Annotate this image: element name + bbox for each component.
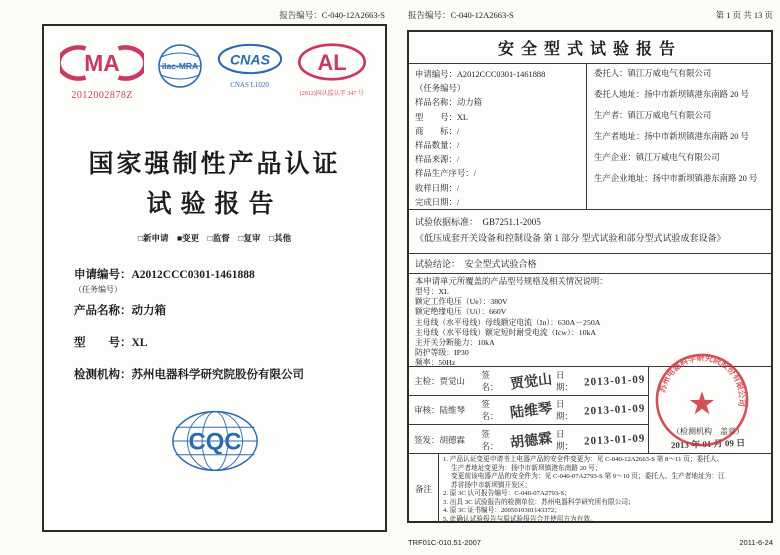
svg-text:AL: AL	[317, 50, 347, 76]
cnas-logo	[217, 42, 283, 89]
red-seal-icon	[653, 351, 751, 449]
date-label: 日期：	[556, 399, 574, 421]
sample-info-cell	[409, 64, 587, 209]
sample-info-line: 样品数量：/	[415, 141, 460, 151]
sample-info-line: 样品名称：动力箱	[415, 98, 482, 108]
al-logo	[295, 42, 369, 97]
remark-line: 3. 出具 3C 试验报告的检测单位：苏州电器科学研究所有限公司；	[443, 498, 635, 506]
client-info-line: 委托人：镇江万威电气有限公司	[594, 69, 712, 78]
report-table	[407, 30, 773, 523]
spec-line: 额定绝缘电压（Ui）：660V	[415, 307, 507, 317]
signature-row-chief	[409, 367, 648, 396]
sample-info-line: 型 号：XL	[415, 112, 469, 122]
signer-role: 主检：贾觉山	[414, 376, 466, 386]
remark-line: 1. 产品认证变更申请书上电器产品的安全件变更为：见 C-040-12A2663-S 第 8～11 页；委托人、	[443, 456, 724, 463]
remarks-label: 备注	[409, 454, 439, 523]
form-template-number: TRF01C-010.51-2007	[408, 538, 481, 547]
signer-role: 签发：胡德霖	[414, 434, 466, 445]
client-info-line: 委托人地址：扬中市新坝镇港东南路 20 号	[594, 90, 749, 99]
handwritten-signature: 胡德霖	[509, 430, 553, 451]
remark-line: 变更前该电器产品的安全件为：见 C-040-07A2793-S 第 9～10 页；委托人、生产者地址为：江	[451, 473, 725, 480]
signer-role: 审核：陆维琴	[414, 405, 466, 415]
handwritten-signature: 贾觉山	[509, 372, 553, 393]
certification-title-line1: 国家强制性产品认证	[88, 151, 341, 178]
standard-name: 《低压成套开关设备和控制设备 第 1 部分 型式试验和部分型式试验成套设备》	[415, 233, 726, 243]
sample-info-line: 完成日期：/	[415, 197, 460, 207]
client-info-line: 生产者：镇江万威电气有限公司	[594, 111, 712, 120]
al-mark-icon	[295, 42, 369, 82]
field-task-number: （任务编号）	[74, 285, 122, 294]
spec-line: 防护等级：IP30	[415, 348, 469, 358]
remarks-section	[409, 454, 771, 523]
svg-text:MA: MA	[84, 50, 120, 77]
left-page-border	[42, 24, 387, 532]
cqc-globe-icon	[169, 408, 261, 474]
ilac-mra-logo	[156, 42, 204, 95]
svg-text:CNAS: CNAS	[229, 51, 270, 68]
stamp-date: 2013 年 01 月 09 日	[670, 437, 746, 451]
test-standard-row	[409, 210, 771, 254]
signature-row-approver	[409, 425, 648, 454]
remark-line: 苏省扬中市新坝镇开发区；	[451, 481, 532, 489]
application-type-checkboxes: □新申请 ■变更 □监督 □复审 □其他	[137, 233, 292, 243]
client-info-cell	[587, 64, 771, 209]
page-number-info: 第 1 页 共 13 页	[715, 10, 773, 20]
handwritten-signature: 陆维琴	[509, 401, 553, 422]
cma-number: 2012002878Z	[71, 90, 133, 101]
handwritten-date: 2013-01-09	[583, 431, 646, 448]
test-conclusion-row: 试验结论： 安全型式试验合格	[409, 254, 771, 274]
handwritten-date: 2013-01-09	[583, 373, 646, 389]
remark-line: 2. 原 3C 认可报告编号：C-040-07A2793-S；	[443, 490, 571, 497]
field-model: 型 号：XL	[74, 337, 148, 349]
spec-line: 型号：XL	[415, 287, 449, 296]
field-apply-number: 申请编号：A2012CCC0301-1461888	[74, 269, 255, 281]
client-info-line: 生产企业地址：扬中市新坝镇港东南路 20 号	[594, 174, 758, 183]
field-test-agency: 检测机构：苏州电器科学研究院股份有限公司	[74, 369, 304, 381]
accreditation-logos	[48, 42, 381, 101]
spec-line: 额定工作电压（Ue）：380V	[415, 297, 508, 307]
report-title: 安全型式试验报告	[409, 32, 771, 64]
cnas-mark-icon	[217, 42, 283, 76]
certification-title-line2: 试验报告	[146, 191, 283, 218]
sample-info-line: 收样日期：/	[415, 183, 460, 193]
cnas-accreditation-number: CNAS L1020	[230, 81, 269, 89]
client-info-line: 生产企业：镇江万威电气有限公司	[594, 153, 720, 162]
spec-line: 主母线（水平母线）额定短时耐受电流（Icw）：10kA	[415, 327, 597, 337]
right-report-number: 报告编号：C-040-12A2663-S	[408, 10, 514, 20]
svg-text:ilac-MRA: ilac-MRA	[162, 61, 199, 71]
ilac-globe-icon	[156, 42, 204, 90]
remark-line: 5. 此确认试验报告与原试验报告合并使用方为有效。	[443, 515, 597, 523]
sign-label: 签名：	[481, 399, 499, 421]
cma-logo	[60, 42, 144, 101]
spec-header: 本申请单元所覆盖的产品型号规格及相关情况说明：	[415, 277, 608, 286]
date-label: 日期：	[556, 370, 574, 392]
field-product-name: 产品名称：动力箱	[74, 305, 166, 317]
svg-text:CQC: CQC	[188, 428, 241, 456]
signature-row-reviewer	[409, 396, 648, 425]
standard-number: 试验依据标准： GB7251.1-2005	[415, 217, 541, 227]
handwritten-date: 2013-01-09	[583, 402, 646, 418]
sample-info-line: （任务编号）	[415, 84, 466, 94]
spec-line: 主母线（水平母线）母线额定电流（In）：630A－250A	[415, 317, 601, 327]
form-date: 2011-6-24	[739, 538, 773, 547]
sample-info-line: 样品来源：/	[415, 155, 460, 165]
al-approval-number: (2012)国认监认字 347 号	[299, 91, 364, 97]
sample-info-line: 申请编号：A2012CCC0301-1461888	[415, 70, 546, 79]
stamp-cell	[649, 353, 771, 453]
cqc-logo	[44, 408, 385, 479]
remarks-body	[439, 454, 771, 523]
left-report-number: 报告编号：C-040-12A2663-S	[279, 10, 385, 20]
spec-line: 频率：50Hz	[415, 358, 456, 368]
remark-line: 生产者地址变更为：扬中市新坝镇港东南路 20 号；	[451, 464, 602, 472]
cma-mark-icon	[60, 42, 144, 84]
remark-line: 4. 原 3C 证书编号：2005010301143372；	[443, 507, 561, 514]
spec-line: 主开关分断能力：10kA	[415, 338, 495, 348]
sign-label: 签名：	[481, 428, 499, 451]
stamp-caption: （检测机构 盖章）	[672, 427, 744, 436]
signature-rows	[409, 367, 649, 453]
info-section	[409, 64, 771, 210]
client-info-line: 生产者地址：扬中市新坝镇港东南路 20 号	[594, 132, 749, 141]
sample-info-line: 商 标：/	[415, 126, 460, 136]
seal-company-text: 苏州电器科学研究院股份有限公司	[658, 353, 747, 408]
sign-label: 签名：	[481, 370, 499, 392]
date-label: 日期：	[556, 428, 574, 451]
sample-info-line: 样品生产序号：/	[415, 169, 476, 179]
